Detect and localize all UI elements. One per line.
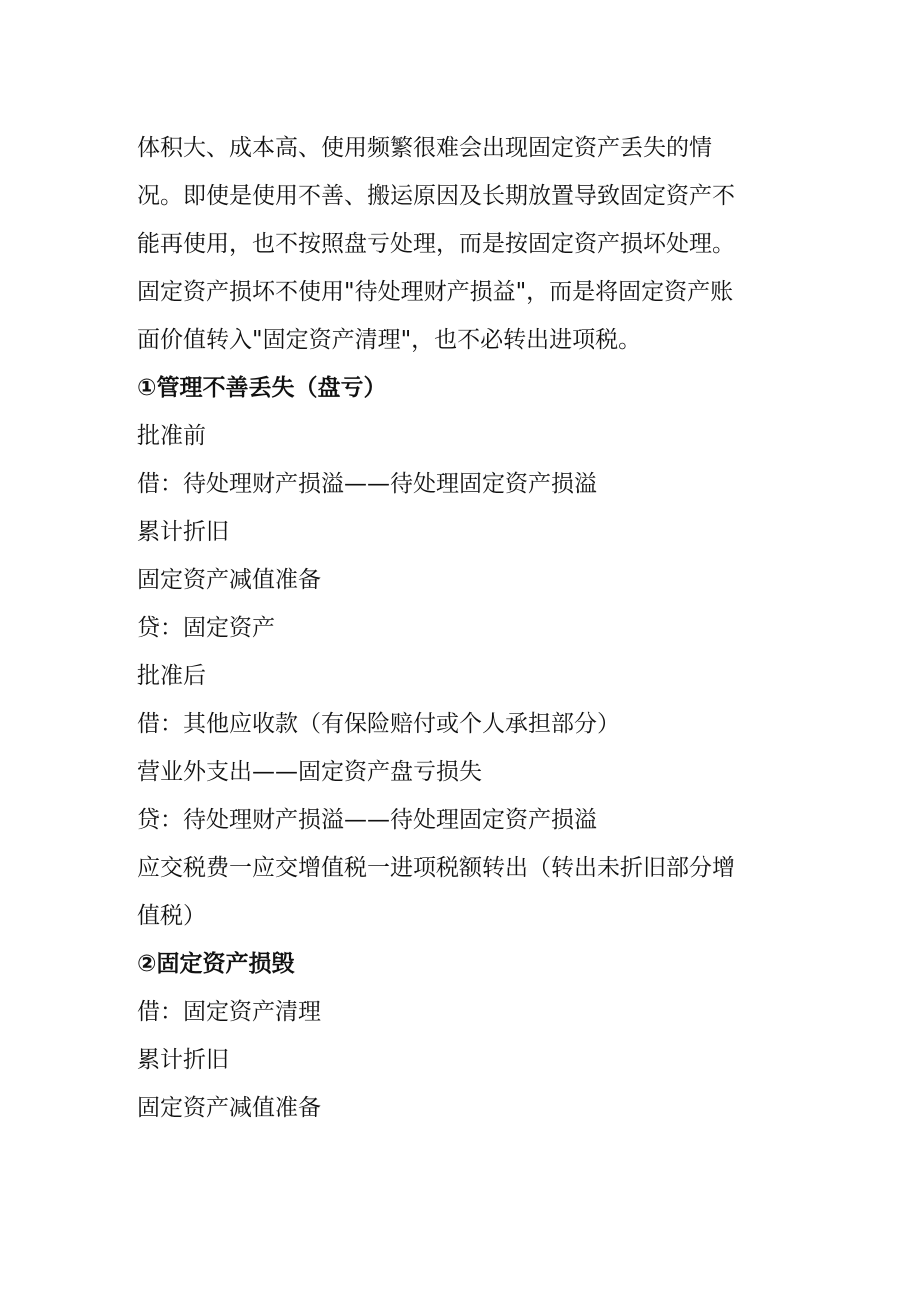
entry-debit-line: 累计折旧 [137,1047,229,1073]
approval-before-label: 批准前 [137,423,206,449]
entry-credit-line: 贷：固定资产 [137,615,275,641]
paragraph-line-5: 面价值转入"固定资产清理"，也不必转出进项税。 [137,327,642,353]
entry-debit-line: 固定资产减值准备 [137,1095,321,1121]
section-heading-loss: ①管理不善丢失（盘亏） [137,375,387,401]
entry-debit-line: 借：待处理财产损溢——待处理固定资产损溢 [137,471,597,497]
entry-credit-line: 贷：待处理财产损溢——待处理固定资产损溢 [137,807,597,833]
entry-debit-line: 借：固定资产清理 [137,999,321,1025]
paragraph-line-3: 能再使用，也不按照盘亏处理，而是按固定资产损坏处理。 [137,231,735,257]
entry-debit-line: 固定资产减值准备 [137,567,321,593]
paragraph-line-4: 固定资产损坏不使用"待处理财产损益"，而是将固定资产账 [137,279,734,305]
entry-debit-line: 累计折旧 [137,519,229,545]
entry-debit-line: 借：其他应收款（有保险赔付或个人承担部分） [137,711,620,737]
section-heading-damage: ②固定资产损毁 [137,951,295,977]
approval-after-label: 批准后 [137,663,206,689]
entry-credit-line: 值税） [137,903,206,929]
entry-debit-line: 营业外支出——固定资产盘亏损失 [137,759,482,785]
paragraph-line-2: 况。即使是使用不善、搬运原因及长期放置导致固定资产不 [137,183,735,209]
entry-credit-line: 应交税费一应交增值税一进项税额转出（转出未折旧部分增 [137,855,735,881]
document-body [137,124,797,1132]
paragraph-line-1: 体积大、成本高、使用频繁很难会出现固定资产丢失的情 [137,135,712,161]
